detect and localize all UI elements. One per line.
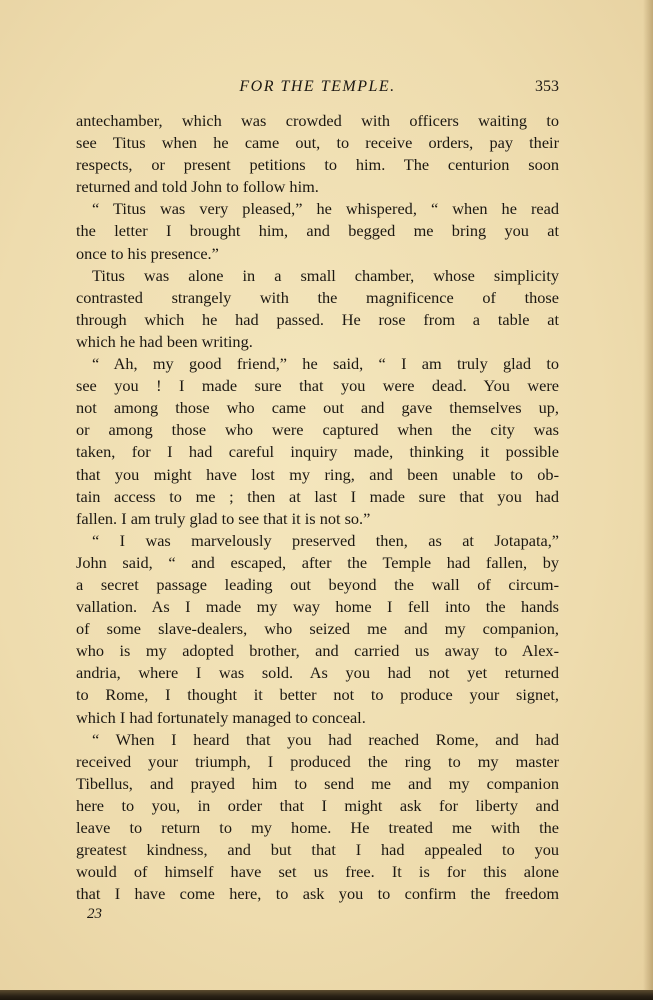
signature-mark: 23 bbox=[87, 906, 102, 922]
text-line: John said, “ and escaped, after the Temple had fallen, by bbox=[76, 552, 559, 572]
text-line: received your triumph, I produced the ring to my master bbox=[76, 751, 559, 771]
text-line: leave to return to my home. He treated me with the bbox=[76, 818, 559, 837]
text-line: “ I was marvelously preserved then, as at Jotapata,” bbox=[92, 530, 559, 550]
body-text bbox=[76, 110, 559, 905]
text-line: Titus was alone in a small chamber, whose simplicity bbox=[92, 265, 559, 285]
text-line: once to his presence.” bbox=[76, 243, 219, 263]
text-line: a secret passage leading out beyond the wall of circum- bbox=[76, 574, 559, 594]
text-line: antechamber, which was crowded with officers waiting to bbox=[76, 111, 559, 130]
text-line: or among those who were captured when the city was bbox=[76, 420, 559, 440]
text-line: “ Titus was very pleased,” he whispered, “ when he read bbox=[92, 199, 559, 219]
text-line: respects, or present petitions to him. The centurion soon bbox=[76, 155, 559, 175]
text-line: fallen. I am truly glad to see that it is not so.” bbox=[76, 508, 371, 528]
text-line: which he had been writing. bbox=[76, 331, 253, 351]
text-line: contrasted strangely with the magnificence of those bbox=[76, 287, 559, 307]
text-line: would of himself have set us free. It is for this alone bbox=[76, 862, 559, 882]
text-line: through which he had passed. He rose from a table at bbox=[76, 309, 559, 329]
text-line: tain access to me ; then at last I made sure that you had bbox=[76, 486, 559, 506]
page-header bbox=[76, 78, 559, 100]
text-line: the letter I brought him, and begged me bring you at bbox=[76, 221, 559, 241]
page-edge-shadow bbox=[643, 0, 653, 1000]
text-line: which I had fortunately managed to conceal. bbox=[76, 707, 366, 727]
text-line: see Titus when he came out, to receive orders, pay their bbox=[76, 133, 559, 153]
text-line: see you ! I made sure that you were dead. You were bbox=[76, 376, 559, 396]
page-bottom-edge bbox=[0, 990, 653, 1000]
text-line: who is my adopted brother, and carried us away to Alex- bbox=[76, 641, 559, 661]
text-line: taken, for I had careful inquiry made, thinking it possible bbox=[76, 442, 559, 462]
text-line: Tibellus, and prayed him to send me and my companion bbox=[76, 773, 559, 793]
text-line: andria, where I was sold. As you had not yet returned bbox=[76, 663, 559, 683]
text-line: here to you, in order that I might ask for liberty and bbox=[76, 795, 559, 815]
text-line: “ Ah, my good friend,” he said, “ I am truly glad to bbox=[92, 354, 559, 374]
page-number: 353 bbox=[535, 78, 559, 95]
text-line: that I have come here, to ask you to confirm the freedom bbox=[76, 884, 559, 904]
text-line: not among those who came out and gave themselves up, bbox=[76, 398, 559, 418]
text-line: returned and told John to follow him. bbox=[76, 177, 319, 197]
text-line: to Rome, I thought it better not to produce your signet, bbox=[76, 685, 559, 705]
text-line: of some slave-dealers, who seized me and my companion, bbox=[76, 619, 559, 639]
text-line: vallation. As I made my way home I fell into the hands bbox=[76, 597, 559, 617]
text-line: greatest kindness, and but that I had appealed to you bbox=[76, 840, 559, 860]
running-head: FOR THE TEMPLE. bbox=[239, 78, 396, 95]
text-line: that you might have lost my ring, and been unable to ob- bbox=[76, 464, 559, 484]
text-line: “ When I heard that you had reached Rome, and had bbox=[92, 729, 559, 749]
